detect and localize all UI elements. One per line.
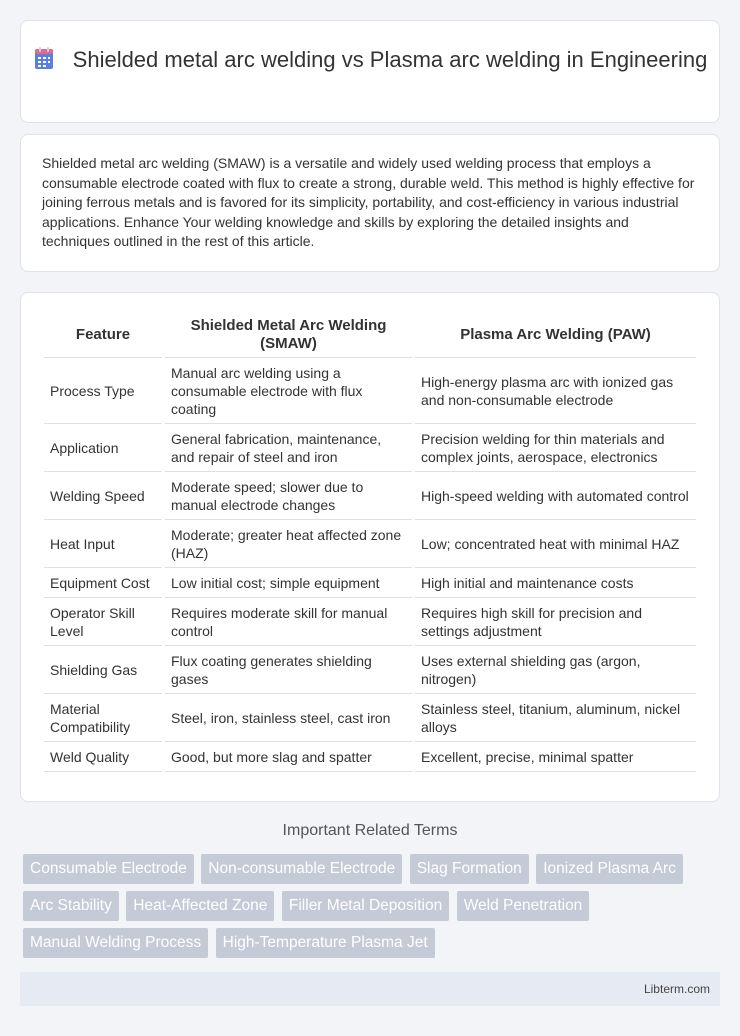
- term-tag[interactable]: Consumable Electrode: [23, 854, 194, 884]
- feature-cell: Process Type: [44, 358, 162, 424]
- paw-cell: Stainless steel, titanium, aluminum, nickel alloys: [415, 694, 696, 742]
- term-tag[interactable]: Heat-Affected Zone: [126, 891, 274, 921]
- related-terms-heading: Important Related Terms: [282, 822, 458, 839]
- paw-cell: Uses external shielding gas (argon, nitrogen): [415, 646, 696, 694]
- table-row: [44, 568, 696, 598]
- table-row: [44, 694, 696, 742]
- table-header-row: [44, 313, 696, 358]
- footer-bar: [20, 972, 720, 1006]
- feature-cell: Material Compatibility: [44, 694, 162, 742]
- smaw-cell: Manual arc welding using a consumable electrode with flux coating: [165, 358, 412, 424]
- smaw-cell: Requires moderate skill for manual control: [165, 598, 412, 646]
- intro-card: [20, 134, 720, 272]
- footer-site-link[interactable]: Libterm.com: [643, 982, 710, 996]
- term-tag[interactable]: Slag Formation: [410, 854, 529, 884]
- table-row: [44, 472, 696, 520]
- intro-paragraph: Shielded metal arc welding (SMAW) is a versatile and widely used welding process that employs a consumable electrode coated with flux to create a strong, durable weld. This method is highly effective for joining ferrous metals and is favored for its simplicity, portability, and cost-efficiency in various industrial applications. Enhance Your welding knowledge and skills by exploring the detailed insights and techniques outlined in the rest of this article.: [42, 155, 695, 250]
- term-tag[interactable]: Manual Welding Process: [23, 928, 208, 958]
- header-card: [20, 20, 720, 123]
- document-icon: [33, 46, 55, 70]
- smaw-cell: Moderate; greater heat affected zone (HAZ): [165, 520, 412, 568]
- feature-cell: Weld Quality: [44, 742, 162, 772]
- column-header-feature: Feature: [44, 313, 162, 358]
- paw-cell: High-energy plasma arc with ionized gas and non-consumable electrode: [415, 358, 696, 424]
- table-row: [44, 598, 696, 646]
- table-row: [44, 646, 696, 694]
- feature-cell: Heat Input: [44, 520, 162, 568]
- paw-cell: High initial and maintenance costs: [415, 568, 696, 598]
- feature-cell: Operator Skill Level: [44, 598, 162, 646]
- related-terms-list: [23, 854, 713, 965]
- term-tag[interactable]: High-Temperature Plasma Jet: [216, 928, 435, 958]
- term-tag[interactable]: Filler Metal Deposition: [282, 891, 449, 921]
- table-row: [44, 520, 696, 568]
- smaw-cell: Low initial cost; simple equipment: [165, 568, 412, 598]
- feature-cell: Application: [44, 424, 162, 472]
- smaw-cell: Good, but more slag and spatter: [165, 742, 412, 772]
- term-tag[interactable]: Arc Stability: [23, 891, 119, 921]
- term-tag[interactable]: Non-consumable Electrode: [201, 854, 402, 884]
- page-header: [21, 45, 719, 74]
- paw-cell: Requires high skill for precision and settings adjustment: [415, 598, 696, 646]
- comparison-card: [20, 292, 720, 802]
- smaw-cell: Moderate speed; slower due to manual electrode changes: [165, 472, 412, 520]
- paw-cell: Precision welding for thin materials and complex joints, aerospace, electronics: [415, 424, 696, 472]
- column-header-paw: Plasma Arc Welding (PAW): [415, 313, 696, 358]
- table-row: [44, 424, 696, 472]
- comparison-table: [41, 313, 699, 772]
- feature-cell: Equipment Cost: [44, 568, 162, 598]
- feature-cell: Welding Speed: [44, 472, 162, 520]
- column-header-smaw: Shielded Metal Arc Welding (SMAW): [165, 313, 412, 358]
- table-row: [44, 358, 696, 424]
- page-title: Shielded metal arc welding vs Plasma arc welding in Engineering: [72, 47, 708, 72]
- smaw-cell: General fabrication, maintenance, and repair of steel and iron: [165, 424, 412, 472]
- term-tag[interactable]: Ionized Plasma Arc: [536, 854, 683, 884]
- table-row: [44, 742, 696, 772]
- smaw-cell: Steel, iron, stainless steel, cast iron: [165, 694, 412, 742]
- term-tag[interactable]: Weld Penetration: [457, 891, 590, 921]
- feature-cell: Shielding Gas: [44, 646, 162, 694]
- paw-cell: High-speed welding with automated control: [415, 472, 696, 520]
- paw-cell: Excellent, precise, minimal spatter: [415, 742, 696, 772]
- paw-cell: Low; concentrated heat with minimal HAZ: [415, 520, 696, 568]
- smaw-cell: Flux coating generates shielding gases: [165, 646, 412, 694]
